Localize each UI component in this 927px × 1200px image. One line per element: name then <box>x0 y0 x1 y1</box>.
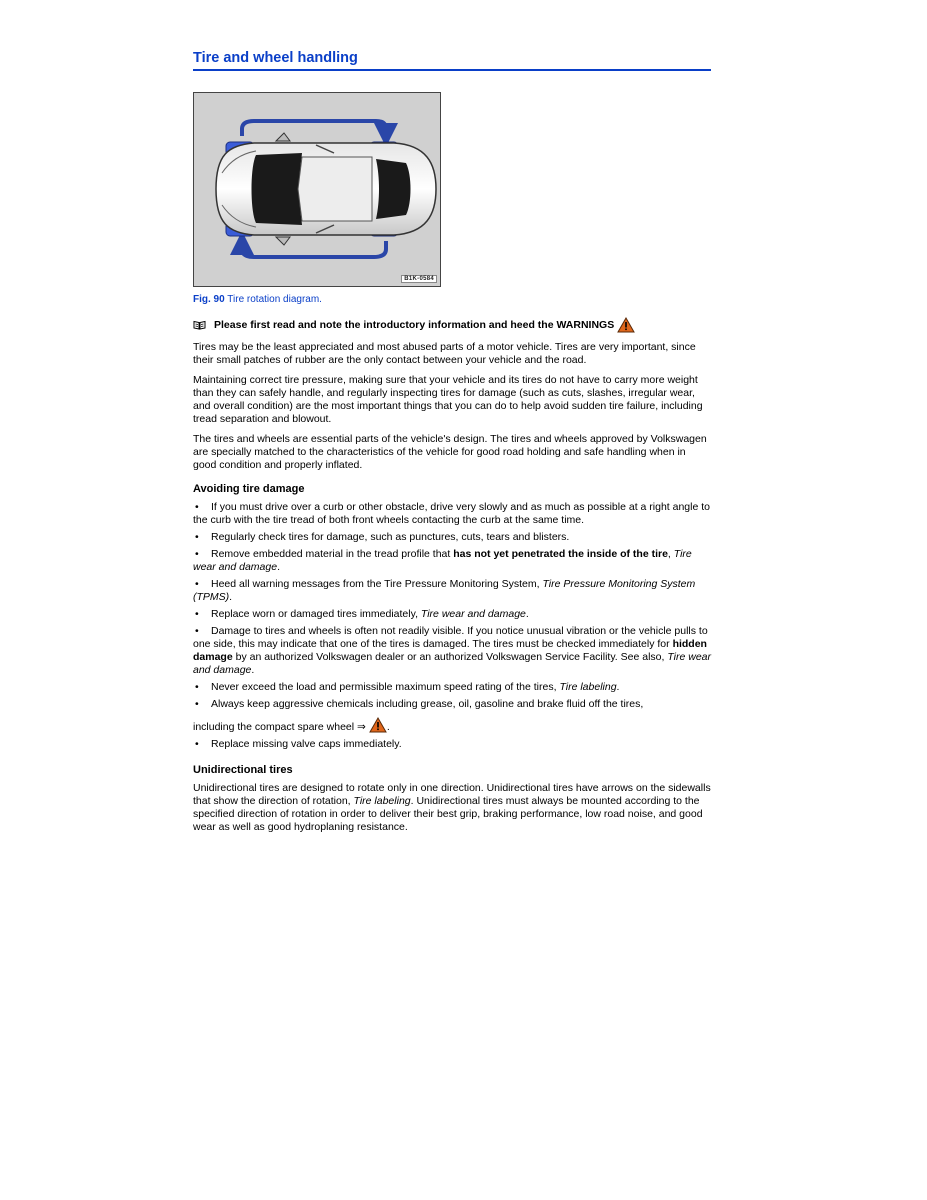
tire-rotation-diagram <box>194 93 440 286</box>
intro-text: Please first read and note the introductory information and heed the WARNINGS <box>214 319 615 331</box>
heading-unidirectional-tires: Unidirectional tires <box>193 764 293 776</box>
list-item: • If you must drive over a curb or other obstacle, drive very slowly and as much as possible at a right angle to the curb with the tire tread of both front wheels contacting the curb at the same time. <box>193 501 710 526</box>
section-title: Tire and wheel handling <box>193 50 711 71</box>
list-item: • Damage to tires and wheels is often not readily visible. If you notice unusual vibration or the vehicle pulls to one side, this may indicate that one of the tires is damaged. The tires must be checked immediately for hidden damage by an authorized Volkswagen dealer or an authorized Volkswagen Service Facility. See also, Tire wear and damage. <box>193 625 711 676</box>
link-tire-wear-and-damage[interactable]: Tire wear and damage <box>420 608 526 620</box>
link-tire-labeling[interactable]: Tire labeling <box>353 795 411 807</box>
paragraph: Tires may be the least appreciated and most abused parts of a motor vehicle. Tires are very important, since their small patches of rubber are the only contact between your vehicle and the road. <box>193 341 696 366</box>
figure-caption <box>193 294 711 305</box>
list-item: • Remove embedded material in the tread profile that has not yet penetrated the inside of the tire, Tire wear and damage. <box>193 548 692 573</box>
link-tpms[interactable]: Tire Pressure Monitoring System (TPMS) <box>193 578 696 603</box>
list-item: • Replace missing valve caps immediately. <box>195 738 402 750</box>
heading-avoiding-tire-damage: Avoiding tire damage <box>193 483 305 495</box>
caption-label: Fig. 90 <box>193 294 225 305</box>
roof <box>298 157 372 221</box>
list-item: • Replace worn or damaged tires immediately, Tire wear and damage. <box>195 608 529 620</box>
rotation-arrow-top <box>242 121 386 136</box>
list-item-continuation: including the compact spare wheel ⇒ . <box>193 717 711 734</box>
warning-icon[interactable] <box>617 317 635 333</box>
paragraph-unidirectional: Unidirectional tires are designed to rotate only in one direction. Unidirectional tires have arrows on the sidewalls that show the direction of rotation, Tire labeling. Unidirectional tires must always be mounted according to the specified direction of rotation in order to deliver their best grip, braking performance, low road noise, and good wear as well as good hydroplaning resistance. <box>193 782 711 833</box>
warning-icon[interactable] <box>369 717 387 733</box>
link-tire-labeling[interactable]: Tire labeling <box>559 681 617 693</box>
manual-page <box>193 50 711 834</box>
list-item: • Regularly check tires for damage, such as punctures, cuts, tears and blisters. <box>195 531 570 543</box>
link-tire-wear-and-damage[interactable]: Tire wear and damage <box>193 548 692 573</box>
book-icon <box>193 320 206 330</box>
list-item: • Always keep aggressive chemicals including grease, oil, gasoline and brake fluid off the tires, <box>195 698 644 710</box>
list-item: • Heed all warning messages from the Tire Pressure Monitoring System, Tire Pressure Monitoring System (TPMS). <box>193 578 696 603</box>
caption-text: Tire rotation diagram. <box>224 294 322 305</box>
intro-line <box>193 317 711 333</box>
link-tire-wear-and-damage[interactable]: Tire wear and damage <box>193 651 711 676</box>
paragraph: Maintaining correct tire pressure, making sure that your vehicle and its tires do not have to carry more weight than they can safely handle, and regularly inspecting tires for damage (such as cuts, slashes, irregular wear, and overall condition) are the most important things that you can do to help avoid sudden tire failure, including tread separation and blowout. <box>193 374 703 425</box>
rear-window <box>376 159 411 219</box>
figure-code: B1K-0584 <box>401 275 437 283</box>
list-item: • Never exceed the load and permissible maximum speed rating of the tires, Tire labeling. <box>195 681 620 693</box>
rotation-arrow-bottom <box>242 241 386 257</box>
tire-rotation-figure <box>193 92 441 287</box>
windshield <box>252 153 303 225</box>
paragraph: The tires and wheels are essential parts of the vehicle's design. The tires and wheels approved by Volkswagen are specially matched to the characteristics of the vehicle for good road holding and safe handling when in good condition and properly inflated. <box>193 433 707 471</box>
